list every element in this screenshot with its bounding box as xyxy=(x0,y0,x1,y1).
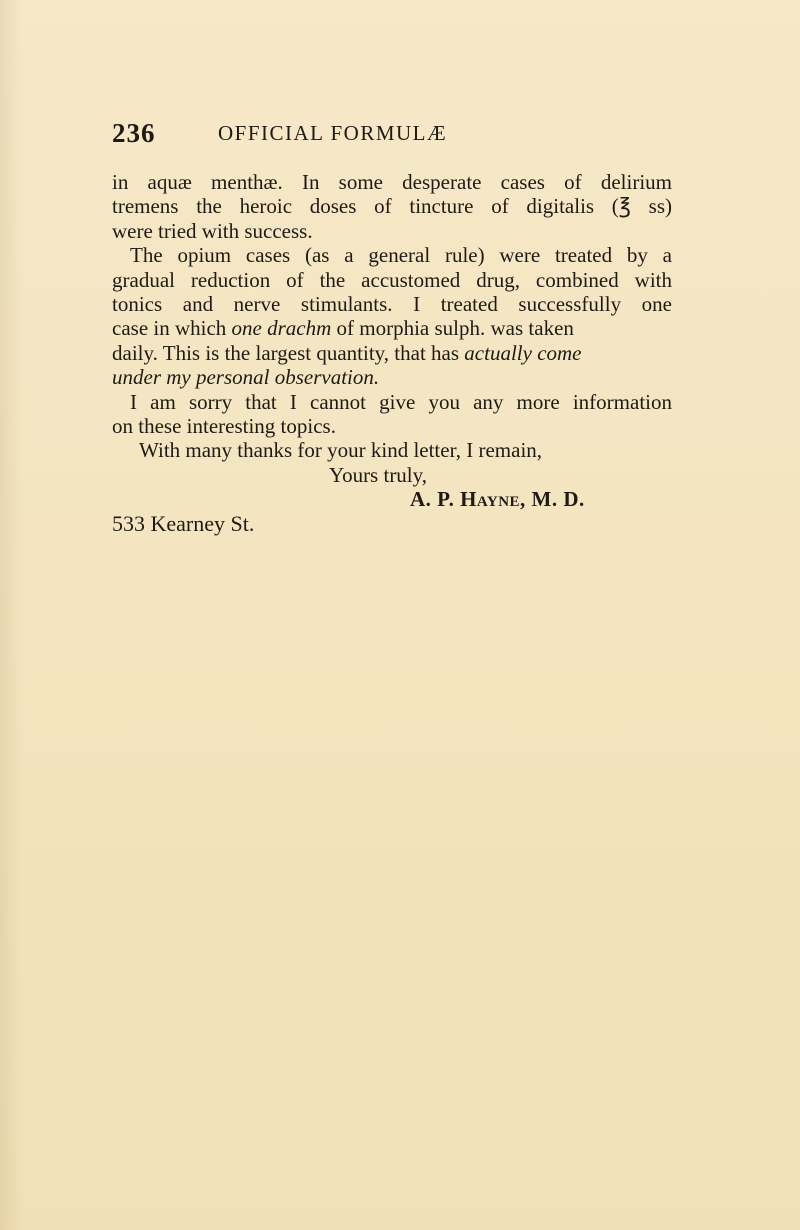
italic-text-line: under my personal observation. xyxy=(112,365,380,390)
running-head: OFFICIAL FORMULÆ xyxy=(218,121,448,145)
italic-text: actually come xyxy=(464,340,582,365)
signature xyxy=(112,487,672,511)
text-line: were tried with success. xyxy=(112,218,313,243)
text-segment: case in which xyxy=(112,316,232,341)
italic-text: one drachm xyxy=(231,316,332,341)
text-line xyxy=(112,341,672,365)
text-line: With many thanks for your kind letter, I remain, xyxy=(139,438,543,463)
signature-title: , M. D. xyxy=(520,487,585,512)
text-line: tremens the heroic doses of tincture of digitalis (℥ ss) xyxy=(112,194,672,219)
closing-line: Yours truly, xyxy=(329,462,428,487)
text-line: on these interesting topics. xyxy=(112,414,336,439)
text-line: in aquæ menthæ. In some desperate cases of delirium xyxy=(112,170,672,194)
text-line: gradual reduction of the accustomed drug, combined with xyxy=(112,267,672,292)
text-segment: daily. This is the largest quantity, that has xyxy=(112,340,465,365)
text-line: The opium cases (as a general rule) were treated by a xyxy=(130,243,672,268)
page-number: 236 xyxy=(112,118,156,148)
text-segment: of morphia sulph. was taken xyxy=(331,316,574,341)
page-header xyxy=(112,118,672,154)
text-line: tonics and nerve stimulants. I treated successfully one xyxy=(112,292,672,317)
body-text xyxy=(112,170,672,536)
text-line: I am sorry that I cannot give you any more information xyxy=(130,389,672,414)
address-line: 533 Kearney St. xyxy=(112,511,255,536)
text-line xyxy=(112,316,672,340)
signature-surname: Hayne xyxy=(460,487,521,512)
signature-initials: A. P. xyxy=(410,487,461,512)
